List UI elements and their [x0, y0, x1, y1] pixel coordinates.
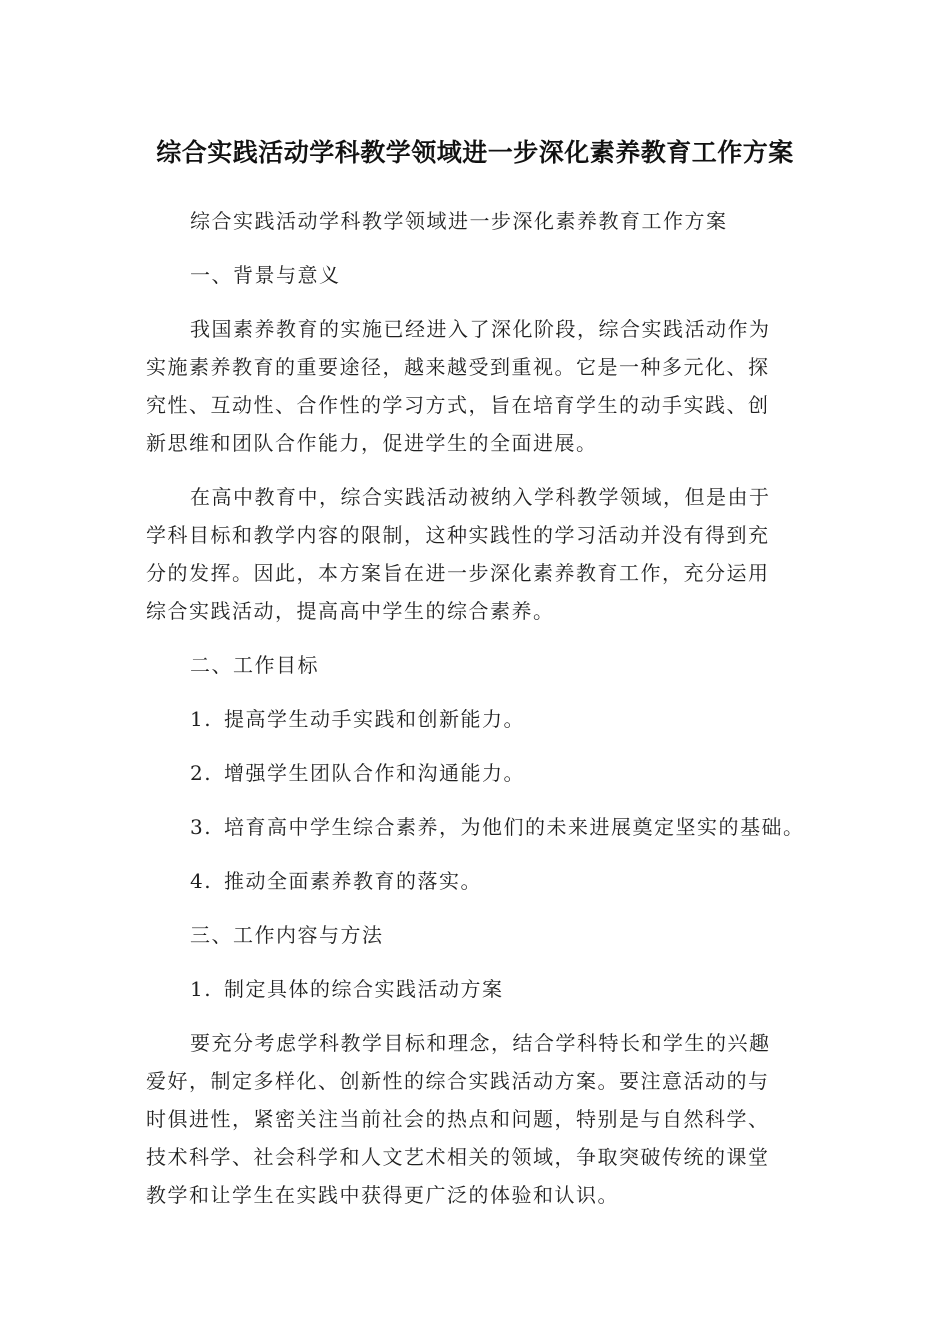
paragraph-line: 要充分考虑学科教学目标和理念，结合学科特长和学生的兴趣: [190, 1031, 771, 1055]
paragraph-line: 技术科学、社会科学和人文艺术相关的领域，争取突破传统的课堂: [146, 1145, 770, 1169]
paragraph-line: 分的发挥。因此，本方案旨在进一步深化素养教育工作，充分运用: [146, 561, 770, 585]
paragraph-line: 我国素养教育的实施已经进入了深化阶段，综合实践活动作为: [190, 317, 771, 341]
section-heading-methods: 三、工作内容与方法: [190, 923, 384, 947]
document-title: 综合实践活动学科教学领域进一步深化素养教育工作方案: [156, 138, 794, 167]
goal-item: [190, 812, 805, 842]
goal-text: 提高学生动手实践和创新能力。: [224, 707, 525, 731]
paragraph-line: 爱好，制定多样化、创新性的综合实践活动方案。要注意活动的与: [146, 1069, 770, 1093]
subsection-text: 制定具体的综合实践活动方案: [224, 977, 504, 1001]
paragraph-line: 究性、互动性、合作性的学习方式，旨在培育学生的动手实践、创: [146, 393, 770, 417]
paragraph-line: 时俱进性，紧密关注当前社会的热点和问题，特别是与自然科学、: [146, 1107, 770, 1131]
section-heading-background: 一、背景与意义: [190, 263, 341, 287]
goal-text: 推动全面素养教育的落实。: [224, 869, 482, 893]
subsection-number: 1.: [190, 977, 213, 1001]
subsection-heading: [190, 974, 504, 1004]
paragraph-line: 实施素养教育的重要途径，越来越受到重视。它是一种多元化、探: [146, 355, 770, 379]
goal-text: 培育高中学生综合素养，为他们的未来进展奠定坚实的基础。: [224, 815, 805, 839]
paragraph-line: 学科目标和教学内容的限制，这种实践性的学习活动并没有得到充: [146, 523, 770, 547]
goal-number: 1.: [190, 707, 213, 731]
section-heading-goals: 二、工作目标: [190, 653, 319, 677]
document-subtitle: 综合实践活动学科教学领域进一步深化素养教育工作方案: [190, 209, 728, 233]
goal-number: 4.: [190, 869, 213, 893]
goal-item: [190, 758, 525, 788]
goal-item: [190, 866, 482, 896]
goal-number: 3.: [190, 815, 213, 839]
paragraph-line: 综合实践活动，提高高中学生的综合素养。: [146, 599, 555, 623]
goal-item: [190, 704, 525, 734]
paragraph-line: 新思维和团队合作能力，促进学生的全面进展。: [146, 431, 598, 455]
goal-number: 2.: [190, 761, 213, 785]
paragraph-line: 在高中教育中，综合实践活动被纳入学科教学领域，但是由于: [190, 485, 771, 509]
paragraph-line: 教学和让学生在实践中获得更广泛的体验和认识。: [146, 1183, 619, 1207]
goal-text: 增强学生团队合作和沟通能力。: [224, 761, 525, 785]
